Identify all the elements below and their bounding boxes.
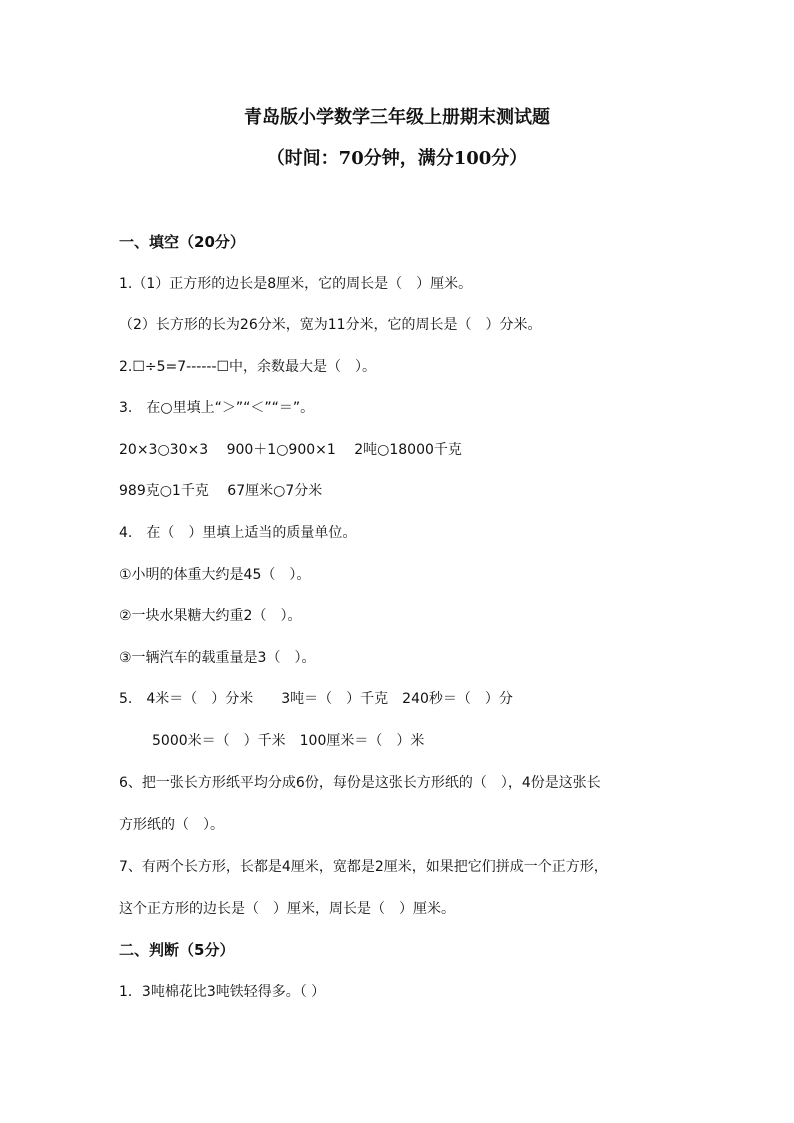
question-4-item-2: ②一块水果糖大约重2（ ）。 <box>119 608 302 624</box>
question-5-row-2: 5000米＝（ ）千米 100厘米＝（ ）米 <box>152 733 425 749</box>
page-title: 青岛版小学数学三年级上册期末测试题 <box>244 107 550 128</box>
page-subtitle: （时间：70分钟，满分100分） <box>266 148 528 169</box>
question-3-row-1: 20×3○30×3 900＋1○900×1 2吨○18000千克 <box>119 442 462 458</box>
question-1-2: （2）长方形的长为26分米，宽为11分米，它的周长是（ ）分米。 <box>119 317 542 333</box>
question-6-line-2: 方形纸的（ ）。 <box>119 817 224 833</box>
question-7-line-1: 7、有两个长方形，长都是4厘米，宽都是2厘米，如果把它们拼成一个正方形， <box>119 859 608 875</box>
section-heading-fill: 一、填空（20分） <box>119 233 245 251</box>
question-7-line-2: 这个正方形的边长是（ ）厘米，周长是（ ）厘米。 <box>119 901 455 917</box>
judge-question-1: 1．3吨棉花比3吨铁轻得多。（ ） <box>119 984 326 1000</box>
question-1-1: 1.（1）正方形的边长是8厘米，它的周长是（ ）厘米。 <box>119 276 473 292</box>
question-4-item-1: ①小明的体重大约是45（ ）。 <box>119 567 311 583</box>
question-3-title: 3. 在○里填上“＞”“＜”“＝”。 <box>119 400 315 416</box>
question-5-row-1: 5. 4米＝（ ）分米 3吨＝（ ）千克 240秒＝（ ）分 <box>119 691 513 707</box>
question-4-item-3: ③一辆汽车的载重量是3（ ）。 <box>119 650 316 666</box>
section-heading-judge: 二、判断（5分） <box>119 941 235 959</box>
question-6-line-1: 6、把一张长方形纸平均分成6份，每份是这张长方形纸的（ ），4份是这张长 <box>119 775 601 791</box>
question-4-title: 4. 在（ ）里填上适当的质量单位。 <box>119 525 357 541</box>
question-3-row-2: 989克○1千克 67厘米○7分米 <box>119 483 323 499</box>
question-2: 2.☐÷5=7------☐中，余数最大是（ ）。 <box>119 359 377 375</box>
